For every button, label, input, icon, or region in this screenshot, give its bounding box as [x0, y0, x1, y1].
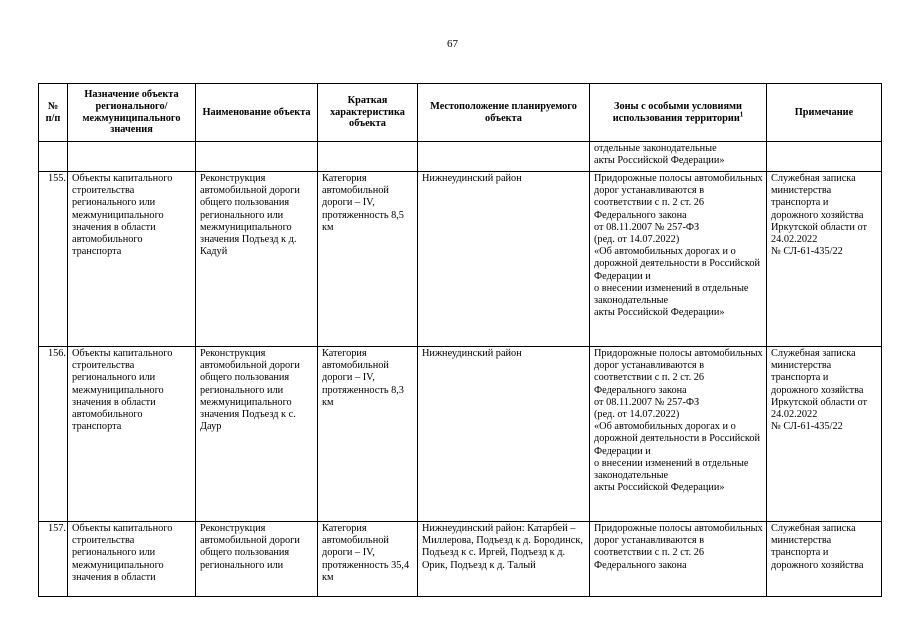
header-zones: Зоны с особыми условиями использования территории$^1$: [590, 84, 767, 142]
cell-note: Служебная записка министерства транспорта и дорожного хозяйства Иркутской области от 24.02.2022 № СЛ-61-435/22: [767, 347, 882, 522]
header-name: Наименование объекта: [196, 84, 318, 142]
cell-num: 157.: [39, 522, 68, 597]
objects-table: [38, 83, 882, 597]
cell-num: 155.: [39, 172, 68, 347]
header-note: Примечание: [767, 84, 882, 142]
cell-note: Служебная записка министерства транспорта и дорожного хозяйства: [767, 522, 882, 597]
cell-zones: отдельные законодательные акты Российской Федерации»: [590, 142, 767, 172]
table-row: [39, 347, 882, 522]
cell-note: Служебная записка министерства транспорта и дорожного хозяйства Иркутской области от 24.02.2022 № СЛ-61-435/22: [767, 172, 882, 347]
cell-purpose: Объекты капитального строительства регионального или межмуниципального значения в области: [68, 522, 196, 597]
page-number: 67: [447, 38, 458, 50]
cell-characteristic: Категория автомобильной дороги – IV, протяженность 8,3 км: [318, 347, 418, 522]
cell-zones: Придорожные полосы автомобильных дорог устанавливаются в соответствии с п. 2 ст. 26 Федерального закона: [590, 522, 767, 597]
cell-name: Реконструкция автомобильной дороги общего пользования регионального или межмуниципального значения Подъезд к д. Кадуй: [196, 172, 318, 347]
header-characteristic: Краткая характеристика объекта: [318, 84, 418, 142]
cell-zones: Придорожные полосы автомобильных дорог устанавливаются в соответствии с п. 2 ст. 26 Федерального закона от 08.11.2007 № 257-ФЗ (ред. от 14.07.2022) «Об автомобильных дорогах и о дорожной деятельности в Российской Федерации и о внесении изменений в отдельные законодательные акты Российской Федерации»: [590, 347, 767, 522]
continuation-row: [39, 142, 882, 172]
cell-purpose: Объекты капитального строительства регионального или межмуниципального значения в области автомобильного транспорта: [68, 172, 196, 347]
cell-location: Нижнеудинский район: Катарбей – Миллерова, Подъезд к д. Бородинск, Подъезд к с. Иргей, Подъезд к д. Орик, Подъезд к д. Талый: [418, 522, 590, 597]
cell-num: 156.: [39, 347, 68, 522]
cell-characteristic: Категория автомобильной дороги – IV, протяженность 35,4 км: [318, 522, 418, 597]
cell-name: Реконструкция автомобильной дороги общего пользования регионального или: [196, 522, 318, 597]
header-purpose: Назначение объекта регионального/ межмуниципального значения: [68, 84, 196, 142]
cell-name: Реконструкция автомобильной дороги общего пользования регионального или межмуниципального значения Подъезд к с. Даур: [196, 347, 318, 522]
cell-location: Нижнеудинский район: [418, 172, 590, 347]
cell-characteristic: Категория автомобильной дороги – IV, протяженность 8,5 км: [318, 172, 418, 347]
table-row: [39, 522, 882, 597]
header-num: № п/п: [39, 84, 68, 142]
cell-purpose: Объекты капитального строительства регионального или межмуниципального значения в области автомобильного транспорта: [68, 347, 196, 522]
header-location: Местоположение планируемого объекта: [418, 84, 590, 142]
footnote-marker: 1: [739, 110, 744, 119]
cell-location: Нижнеудинский район: [418, 347, 590, 522]
table-row: [39, 172, 882, 347]
cell-zones: Придорожные полосы автомобильных дорог устанавливаются в соответствии с п. 2 ст. 26 Федерального закона от 08.11.2007 № 257-ФЗ (ред. от 14.07.2022) «Об автомобильных дорогах и о дорожной деятельности в Российской Федерации и о внесении изменений в отдельные законодательные акты Российской Федерации»: [590, 172, 767, 347]
table-header-row: [39, 84, 882, 142]
